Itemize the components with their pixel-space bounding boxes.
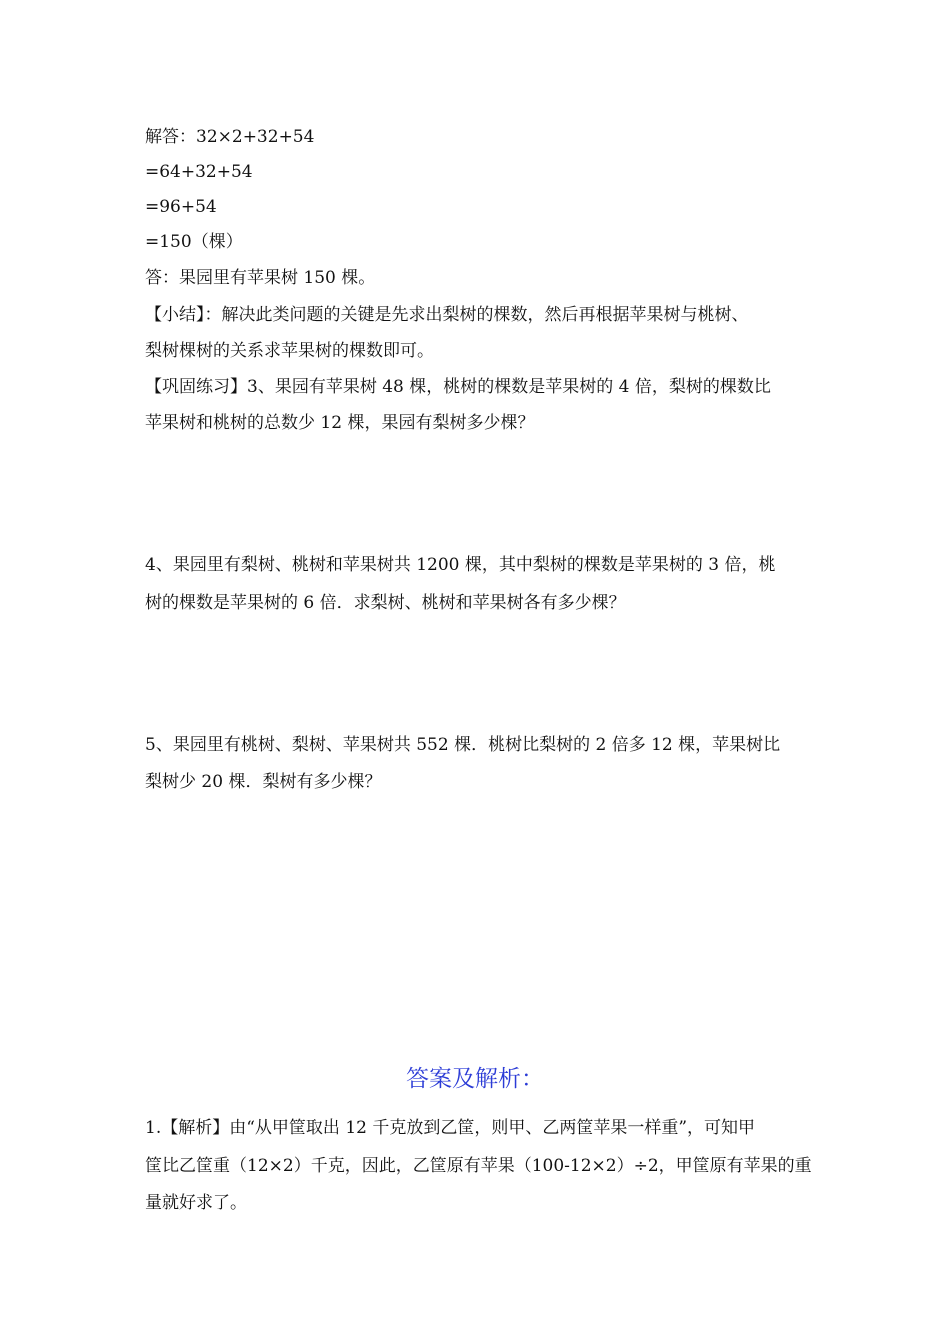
exercise-3-line-1: 【巩固练习】3、果园有苹果树 48 棵，桃树的棵数是苹果树的 4 倍，梨树的棵数比 (145, 377, 771, 397)
summary-line-1: 【小结】：解决此类问题的关键是先求出梨树的棵数，然后再根据苹果树与桃树、 (145, 305, 749, 325)
analysis-line-1: 1.【解析】由“从甲筐取出 12 千克放到乙筐，则甲、乙两筐苹果一样重”，可知甲 (145, 1118, 756, 1138)
solution-line-2: =64+32+54 (145, 162, 253, 182)
exercise-3-line-2: 苹果树和桃树的总数少 12 棵，果园有梨树多少棵？ (145, 413, 535, 433)
exercise-4-line-2: 树的棵数是苹果树的 6 倍．求梨树、桃树和苹果树各有多少棵？ (145, 593, 626, 613)
solution-line-1: 解答：32×2+32+54 (145, 127, 315, 147)
analysis-line-3: 量就好求了。 (145, 1193, 247, 1213)
analysis-line-2: 筐比乙筐重（12×2）千克，因此，乙筐原有苹果（100-12×2）÷2，甲筐原有苹果的重 (145, 1156, 812, 1176)
solution-line-4: =150（棵） (145, 232, 243, 252)
exercise-5-line-1: 5、果园里有桃树、梨树、苹果树共 552 棵．桃树比梨树的 2 倍多 12 棵，苹果树比 (145, 735, 781, 755)
exercise-4-line-1: 4、果园里有梨树、桃树和苹果树共 1200 棵，其中梨树的棵数是苹果树的 3 倍，桃 (145, 555, 776, 575)
summary-line-2: 梨树棵树的关系求苹果树的棵数即可。 (145, 341, 434, 361)
solution-line-3: =96+54 (145, 197, 217, 217)
exercise-5-line-2: 梨树少 20 棵．梨树有多少棵？ (145, 772, 382, 792)
answer-line: 答：果园里有苹果树 150 棵。 (145, 268, 376, 288)
answers-heading: 答案及解析： (406, 1066, 544, 1092)
